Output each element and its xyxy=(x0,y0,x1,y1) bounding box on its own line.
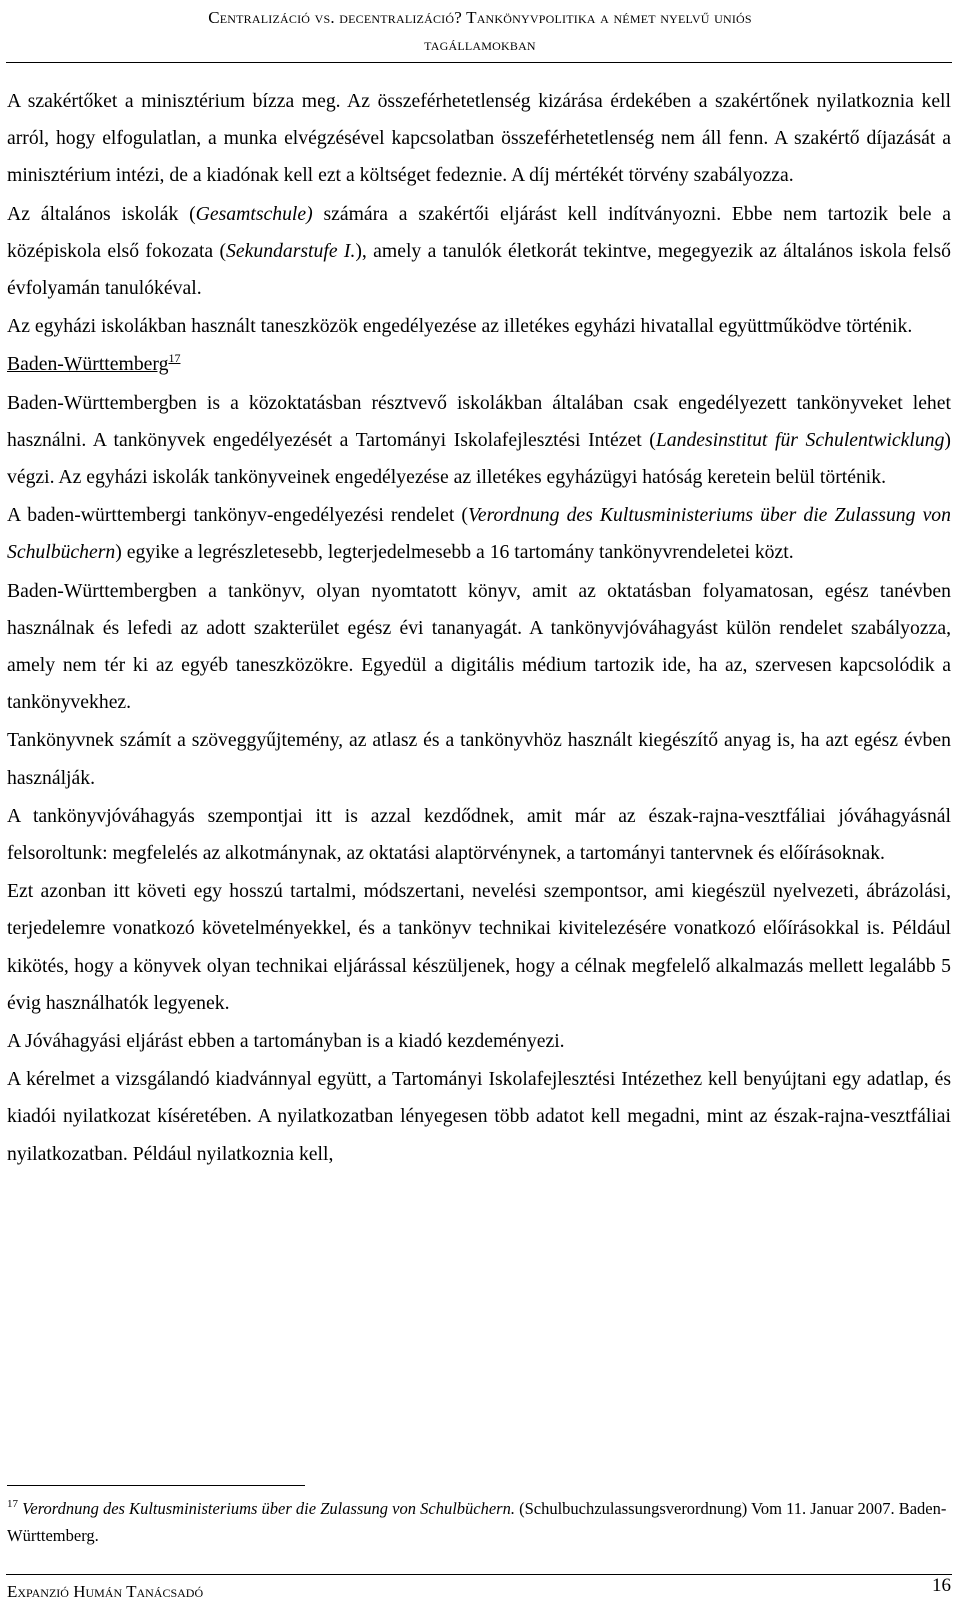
paragraph: A tankönyvjóváhagyás szempontjai itt is azzal kezdődnek, amit már az észak-rajna-vesztfáliai jóváhagyásnál felsoroltunk: megfelelés az alkotmánynak, az oktatási alaptörvénynek, a tartományi tantervnek és előírásoknak. xyxy=(7,804,951,865)
footnote-separator xyxy=(7,1485,305,1486)
paragraph: Az egyházi iskolákban használt taneszközök engedélyezése az illetékes egyházi hivatallal együttműködve történik. xyxy=(7,315,913,338)
header-title-line2: tagállamokban xyxy=(424,35,536,54)
header-rule xyxy=(6,62,952,63)
paragraph: Ezt azonban itt követi egy hosszú tartalmi, módszertani, nevelési szempontsor, ami kiegészül nyelvezeti, ábrázolási, terjedelemre vonatkozó követelményekkel, és a tankönyv technikai kivitelezésére vonatkozó előírásokkal is. Például kikötés, hogy a könyvek olyan technikai eljárással készüljenek, hogy a célnak megfelelő alkalmazás mellett legalább 5 évig használhatók legyenek. xyxy=(7,880,951,1014)
paragraph: Az általános iskolák (Gesamtschule) számára a szakértői eljárást kell indítványozni. Ebbe nem tartozik bele a középiskola első fokozata (Sekundarstufe I.), amely a tanulók életkorát tekintve, megegyezik az általános iskola felső évfolyamán tanulókéval. xyxy=(7,202,951,300)
footnote-reference[interactable]: 17 xyxy=(168,351,181,366)
paragraph: Tankönyvnek számít a szöveggyűjtemény, az atlasz és a tankönyvhöz használt kiegészítő anyag is, ha azt egész évben használják. xyxy=(7,729,951,789)
paragraph: Baden-Württembergben a tankönyv, olyan nyomtatott könyv, amit az oktatásban folyamatosan, egész tanévben használnak és lefedi az adott szakterület egész évi tananyagát. A tankönyvjóváhagyást külön rendelet szabályozza, amely nem tér ki az egyéb taneszközökre. Egyedül a digitális médium tartozik ide, ha az, szervesen kapcsolódik a tankönyvekhez. xyxy=(7,579,951,714)
paragraph: A baden-württembergi tankönyv-engedélyezési rendelet (Verordnung des Kultusministeriums über die Zulassung von Schulbüchern) egyike a legrészletesebb, legterjedelmesebb a 16 tartomány tankönyvrendeletei közt. xyxy=(7,504,951,564)
section-heading: Baden-Württemberg$^{17}$ xyxy=(7,351,181,376)
page-number: 16 xyxy=(932,1575,951,1596)
paragraph: A kérelmet a vizsgálandó kiadvánnyal együtt, a Tartományi Iskolafejlesztési Intézethez kell benyújtani egy adatlap, és kiadói nyilatkozat kíséretében. A nyilatkozatban lényegesen több adatot kell megadni, mint az észak-rajna-vesztfáliai nyilatkozatban. Például nyilatkoznia kell, xyxy=(7,1068,951,1165)
paragraph: A Jóváhagyási eljárást ebben a tartományban is a kiadó kezdeményezi. xyxy=(7,1030,565,1053)
paragraph: A szakértőket a minisztérium bízza meg. Az összeférhetetlenség kizárása érdekében a szakértőnek nyilatkoznia kell arról, hogy elfogulatlan, a munka elvégzésével kapcsolatban összeférhetetlenség nem áll fenn. A szakértő díjazását a minisztérium intézi, de a kiadónak kell ezt a költséget fedeznie. A díj mértékét törvény szabályozza. xyxy=(7,90,951,187)
running-header xyxy=(0,4,960,58)
main-text xyxy=(7,83,951,1174)
footer-rule xyxy=(6,1574,952,1575)
footer-publisher: Expanzió Humán Tanácsadó xyxy=(7,1582,204,1601)
footnote-number: 17 xyxy=(7,1498,18,1510)
header-title-line1: Centralizáció vs. decentralizáció? Tankönyvpolitika a német nyelvű uniós xyxy=(208,8,752,27)
footnote: $^{17}$ Verordnung des Kultusministeriums über die Zulassung von Schulbüchern. (Schulbuchzulassungsverordnung) Vom 11. Januar 2007. Baden-Württemberg. xyxy=(7,1498,947,1545)
paragraph: Baden-Württembergben is a közoktatásban résztvevő iskolákban általában csak engedélyezett tankönyveket lehet használni. A tankönyvek engedélyezését a Tartományi Iskolafejlesztési Intézet (Landesinstitut für Schulentwicklung) végzi. Az egyházi iskolák tankönyveinek engedélyezése az illetékes egyházügyi hatóság keretein belül történik. xyxy=(7,391,951,489)
